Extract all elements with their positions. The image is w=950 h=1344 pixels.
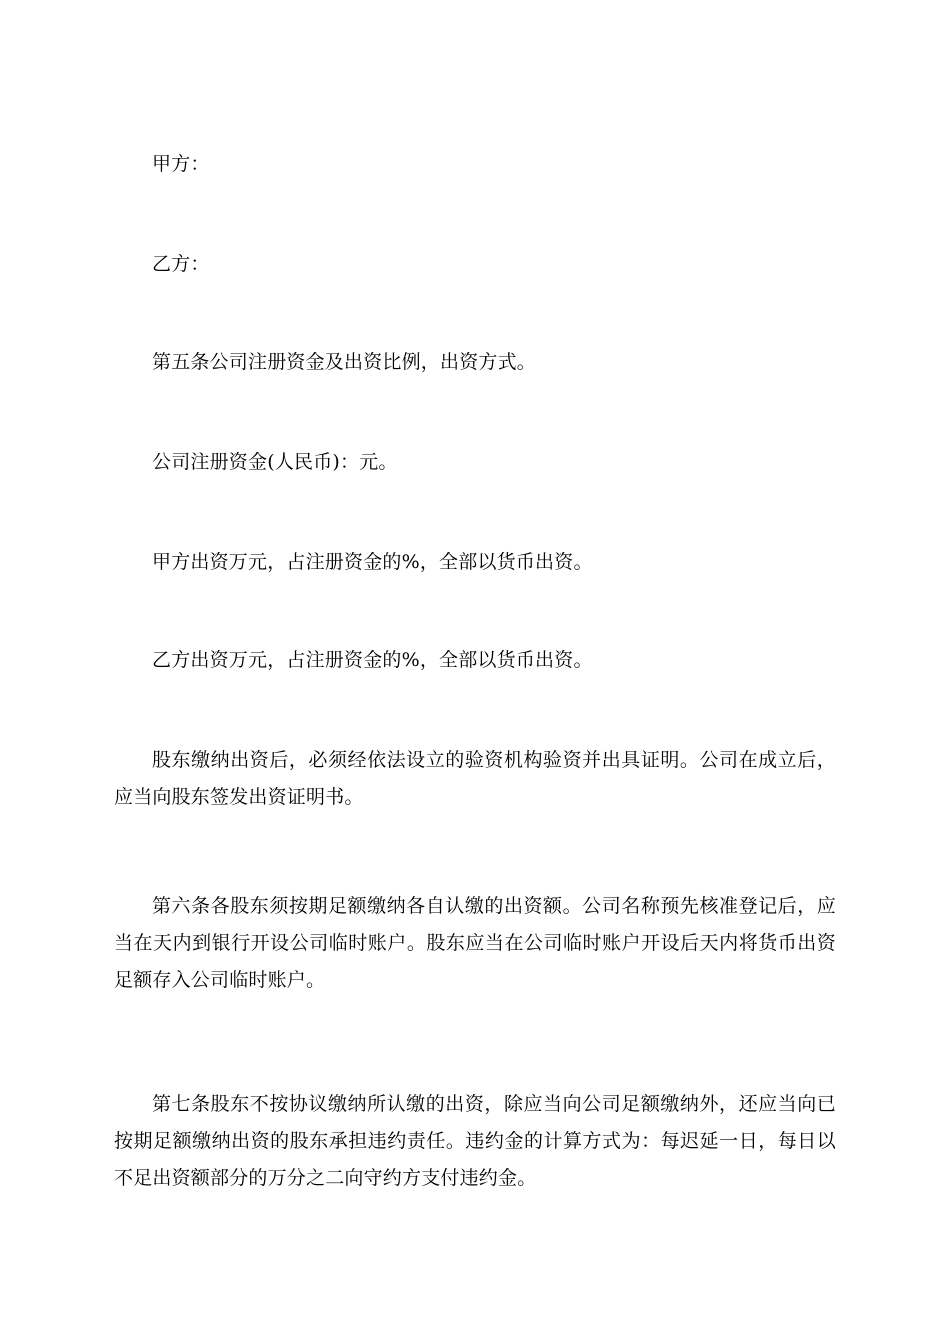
- article-6-paragraph: 第六条各股东须按期足额缴纳各自认缴的出资额。公司名称预先核准登记后，应当在天内到银行开设公司临时账户。股东应当在公司临时账户开设后天内将货币出资足额存入公司临时账户。: [114, 895, 836, 991]
- registered-capital-line: 公司注册资金(人民币)：元。: [152, 451, 398, 473]
- party-b-contribution: 乙方出资万元，占注册资金的%，全部以货币出资。: [152, 649, 593, 671]
- capital-verification-paragraph: 股东缴纳出资后，必须经依法设立的验资机构验资并出具证明。公司在成立后，应当向股东签发出资证明书。: [114, 749, 836, 808]
- party-b-label: 乙方：: [152, 253, 210, 275]
- party-a-label: 甲方：: [152, 153, 210, 175]
- article-7-paragraph: 第七条股东不按协议缴纳所认缴的出资，除应当向公司足额缴纳外，还应当向已按期足额缴纳出资的股东承担违约责任。违约金的计算方式为：每迟延一日，每日以不足出资额部分的万分之二向守约方支付违约金。: [114, 1093, 836, 1189]
- article-5-heading: 第五条公司注册资金及出资比例，出资方式。: [152, 351, 537, 373]
- party-a-contribution: 甲方出资万元，占注册资金的%，全部以货币出资。: [152, 551, 593, 573]
